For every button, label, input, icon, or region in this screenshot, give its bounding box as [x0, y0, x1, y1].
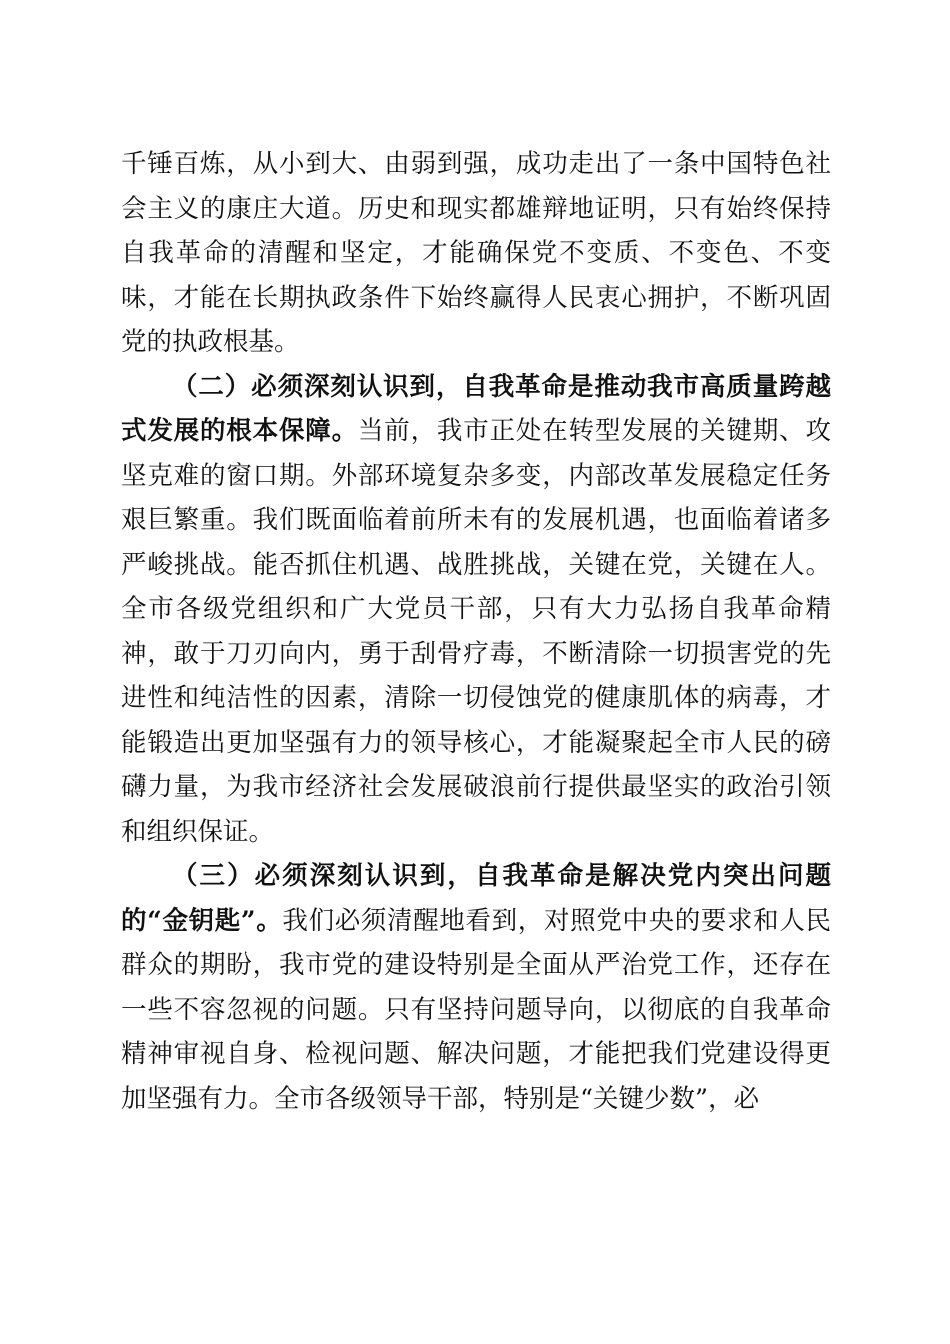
paragraph-1-text: 千锤百炼，从小到大、由弱到强，成功走出了一条中国特色社会主义的康庄大道。历史和现实都雄辩地证明，只有始终保持自我革命的清醒和坚定，才能确保党不变质、不变色、不变味，才能在长期执政条件下始终赢得人民衷心拥护，不断巩固党的执政根基。	[121, 149, 831, 357]
paragraph-continuation	[121, 142, 831, 365]
section-two-body: 当前，我市正处在转型发展的关键期、攻坚克难的窗口期。外部环境复杂多变，内部改革发展稳定任务艰巨繁重。我们既面临着前所未有的发展机遇，也面临着诸多严峻挑战。能否抓住机遇、战胜挑战，关键在党，关键在人。全市各级党组织和广大党员干部，只有大力弘扬自我革命精神，敢于刀刃向内，勇于刮骨疗毒，不断清除一切损害党的先进性和纯洁性的因素，清除一切侵蚀党的健康肌体的病毒，才能锻造出更加坚强有力的领导核心，才能凝聚起全市人民的磅礴力量，为我市经济社会发展破浪前行提供最坚实的政治引领和组织保证。	[121, 416, 831, 847]
paragraph-section-two	[121, 365, 831, 855]
body-text	[121, 142, 831, 1121]
section-two-heading: （二）必须深刻认识到，自我革命是推动我市高质量跨越式发展的根本保障。	[121, 371, 831, 446]
section-three-heading: （三）必须深刻认识到，自我革命是解决党内突出问题的“金钥匙”。	[121, 861, 831, 936]
paragraph-section-three	[121, 854, 831, 1121]
section-three-body: 我们必须清醒地看到，对照党中央的要求和人民群众的期盼，我市党的建设特别是全面从严治党工作，还存在一些不容忽视的问题。只有坚持问题导向，以彻底的自我革命精神审视自身、检视问题、解决问题，才能把我们党建设得更加坚强有力。全市各级领导干部，特别是“关键少数”，必	[121, 905, 831, 1114]
